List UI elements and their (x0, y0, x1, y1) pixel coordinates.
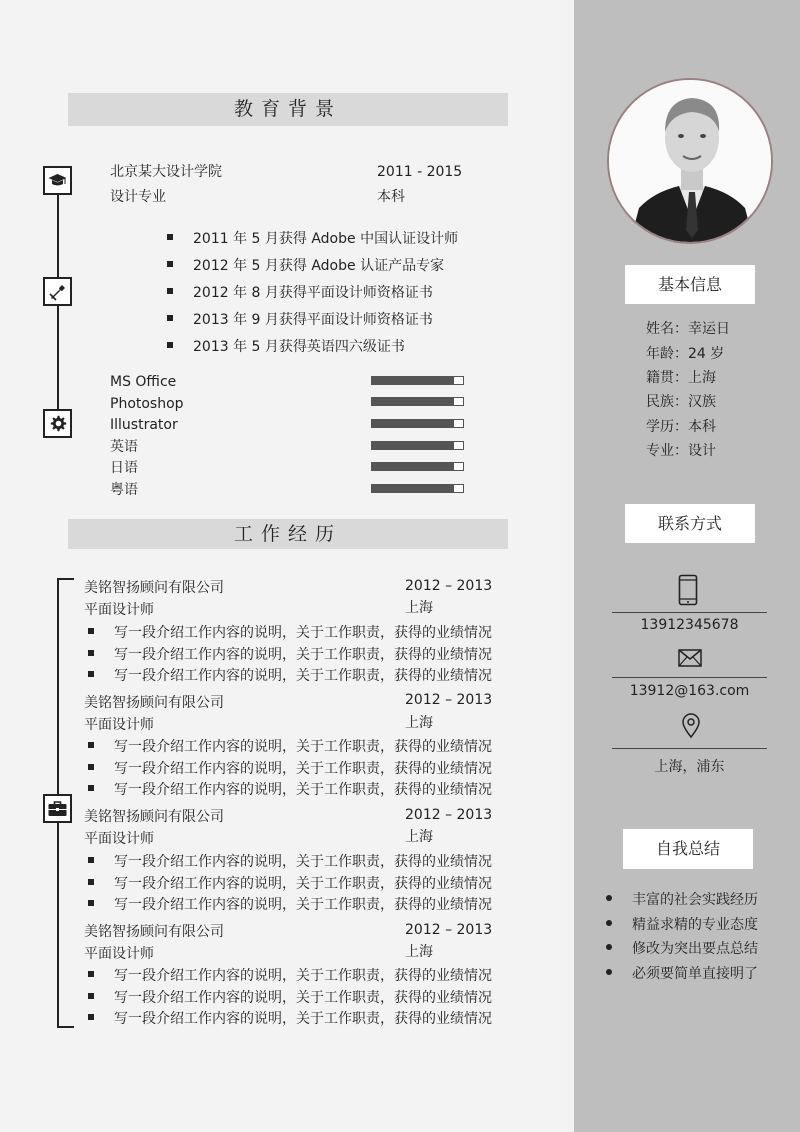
school-years: 2011 - 2015 (377, 164, 463, 180)
list-item (88, 966, 492, 988)
list-item (88, 1009, 492, 1031)
bullet-icon (167, 261, 173, 267)
cert-item: 2013 年 5 月获得英语四六级证书 (193, 339, 405, 355)
bullet-icon (88, 879, 94, 885)
job-years: 2012 – 2013 (405, 692, 493, 708)
job-position: 平面设计师 (84, 602, 154, 618)
duty-text: 写一段介绍工作内容的说明，关于工作职责，获得的业绩情况 (114, 989, 492, 1006)
bullet-icon (606, 969, 612, 975)
list-item (88, 666, 492, 688)
contact-address: 上海，浦东 (654, 759, 725, 775)
list-item (606, 962, 758, 987)
list-item (167, 226, 458, 253)
job-duties (88, 852, 492, 917)
bullet-icon (88, 628, 94, 634)
bullet-icon (167, 315, 173, 321)
skill-bar (371, 462, 464, 471)
info-education: 学历：本科 (646, 419, 716, 435)
list-item (88, 623, 492, 645)
duty-text: 写一段介绍工作内容的说明，关于工作职责，获得的业绩情况 (114, 897, 492, 913)
skill-bar (371, 441, 464, 450)
cert-item: 2013 年 9 月获得平面设计师资格证书 (193, 312, 433, 328)
summary-item: 丰富的社会实践经历 (632, 892, 758, 908)
job-location: 上海 (405, 944, 433, 960)
cert-list (167, 226, 458, 361)
list-item (88, 759, 492, 781)
info-major: 专业：设计 (646, 443, 716, 459)
bullet-icon (88, 993, 94, 999)
degree: 本科 (377, 189, 405, 205)
bullet-icon (88, 1014, 94, 1020)
skill-bar-fill (372, 420, 454, 427)
phone-icon (678, 574, 698, 606)
list-item (167, 334, 458, 361)
work-heading: 工作经历 (68, 519, 508, 549)
mail-icon (678, 649, 702, 667)
cert-item: 2011 年 5 月获得 Adobe 中国认证设计师 (193, 231, 459, 247)
job-position: 平面设计师 (84, 831, 154, 847)
job-location: 上海 (405, 829, 433, 845)
skill-bar-fill (372, 485, 454, 492)
summary-heading: 自我总结 (623, 829, 753, 869)
job-years: 2012 – 2013 (405, 578, 493, 594)
divider (612, 677, 767, 678)
summary-list (606, 888, 758, 986)
bullet-icon (606, 895, 612, 901)
list-item (88, 988, 492, 1010)
skill-bar-fill (372, 398, 454, 405)
skill-bar (371, 376, 464, 385)
list-item (88, 874, 492, 896)
skill-bar (371, 419, 464, 428)
list-item (88, 780, 492, 802)
duty-text: 写一段介绍工作内容的说明，关于工作职责，获得的业绩情况 (114, 760, 492, 777)
job-position: 平面设计师 (84, 946, 154, 962)
skill-name: 日语 (110, 460, 138, 477)
job-location: 上海 (405, 600, 433, 616)
duty-text: 写一段介绍工作内容的说明，关于工作职责，获得的业绩情况 (114, 1011, 492, 1027)
divider (612, 748, 767, 749)
list-item (88, 895, 492, 917)
bullet-icon (606, 920, 612, 926)
skill-name: 粤语 (110, 481, 138, 498)
list-item (167, 307, 458, 334)
contact-phone: 13912345678 (640, 617, 739, 633)
job-years: 2012 – 2013 (405, 922, 493, 938)
info-age: 年龄：24 岁 (646, 346, 725, 362)
bullet-icon (167, 234, 173, 240)
bullet-icon (606, 944, 612, 950)
duty-text: 写一段介绍工作内容的说明，关于工作职责，获得的业绩情况 (114, 625, 492, 641)
list-item (606, 888, 758, 913)
list-item (88, 852, 492, 874)
bullet-icon (88, 971, 94, 977)
gear-icon (43, 409, 72, 438)
bullet-icon (88, 857, 94, 863)
duty-text: 写一段介绍工作内容的说明，关于工作职责，获得的业绩情况 (114, 875, 492, 892)
duty-text: 写一段介绍工作内容的说明，关于工作职责，获得的业绩情况 (114, 854, 492, 870)
skill-bar (371, 484, 464, 493)
info-name: 姓名：幸运日 (646, 321, 730, 337)
job-company: 美铭智扬顾问有限公司 (84, 580, 224, 596)
skill-name: Photoshop (110, 395, 184, 412)
contact-email: 13912@163.com (629, 683, 750, 699)
cert-item: 2012 年 5 月获得 Adobe 认证产品专家 (193, 258, 445, 274)
skill-bar (371, 397, 464, 406)
bullet-icon (88, 650, 94, 656)
skill-name: Illustrator (110, 417, 178, 434)
list-item (88, 645, 492, 667)
info-ethnicity: 民族：汉族 (646, 394, 716, 410)
basic-info-heading: 基本信息 (625, 265, 755, 304)
list-item (167, 280, 458, 307)
job-company: 美铭智扬顾问有限公司 (84, 695, 224, 711)
job-company: 美铭智扬顾问有限公司 (84, 924, 224, 940)
skill-name: MS Office (110, 374, 177, 390)
summary-item: 必须要简单直接明了 (632, 965, 758, 982)
duty-text: 写一段介绍工作内容的说明，关于工作职责，获得的业绩情况 (114, 646, 492, 663)
duty-text: 写一段介绍工作内容的说明，关于工作职责，获得的业绩情况 (114, 968, 492, 984)
list-item (88, 737, 492, 759)
skill-bar-fill (372, 442, 454, 449)
location-pin-icon (681, 713, 701, 739)
bullet-icon (88, 785, 94, 791)
skill-name: 英语 (110, 438, 138, 455)
summary-item: 修改为突出要点总结 (632, 941, 758, 957)
bullet-icon (88, 764, 94, 770)
timeline-cap (57, 1026, 74, 1028)
briefcase-icon (43, 794, 72, 823)
avatar (609, 80, 773, 244)
school-name: 北京某大设计学院 (110, 164, 222, 180)
major: 设计专业 (110, 189, 166, 205)
duty-text: 写一段介绍工作内容的说明，关于工作职责，获得的业绩情况 (114, 782, 492, 798)
graduation-cap-icon (43, 166, 72, 195)
job-position: 平面设计师 (84, 717, 154, 733)
certificate-icon (43, 277, 72, 306)
cert-item: 2012 年 8 月获得平面设计师资格证书 (193, 285, 433, 301)
profile-photo (607, 78, 773, 244)
contact-heading: 联系方式 (625, 504, 755, 543)
duty-text: 写一段介绍工作内容的说明，关于工作职责，获得的业绩情况 (114, 668, 492, 684)
bullet-icon (167, 288, 173, 294)
job-duties (88, 623, 492, 688)
divider (612, 612, 767, 613)
skill-list (110, 372, 184, 502)
job-location: 上海 (405, 715, 433, 731)
job-years: 2012 – 2013 (405, 807, 493, 823)
bullet-icon (88, 900, 94, 906)
bullet-icon (167, 342, 173, 348)
skill-bar-fill (372, 377, 454, 384)
job-duties (88, 966, 492, 1031)
list-item (606, 913, 758, 938)
duty-text: 写一段介绍工作内容的说明，关于工作职责，获得的业绩情况 (114, 739, 492, 755)
list-item (167, 253, 458, 280)
education-heading: 教育背景 (68, 93, 508, 126)
bullet-icon (88, 742, 94, 748)
skill-bar-fill (372, 463, 454, 470)
info-hometown: 籍贯：上海 (646, 370, 716, 386)
timeline-cap (57, 578, 74, 580)
bullet-icon (88, 671, 94, 677)
job-company: 美铭智扬顾问有限公司 (84, 809, 224, 825)
list-item (606, 937, 758, 962)
job-duties (88, 737, 492, 802)
summary-item: 精益求精的专业态度 (632, 916, 758, 933)
